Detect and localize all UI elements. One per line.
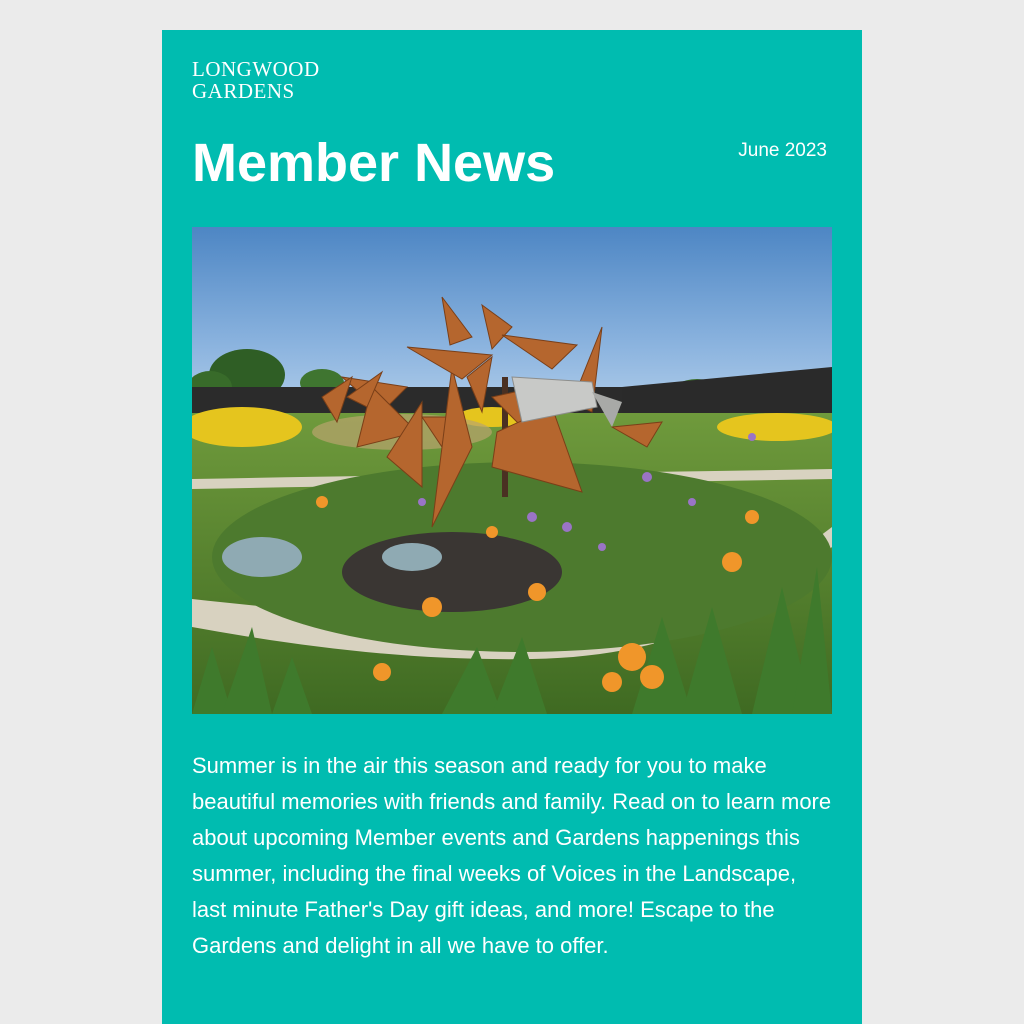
hero-image[interactable] bbox=[192, 227, 832, 714]
longwood-gardens-logo[interactable] bbox=[192, 58, 320, 102]
intro-text: Summer is in the air this season and ready for you to make beautiful memories with friends and family. Read on to learn more about upcoming Member events and Gardens happenings this summer, including the final weeks of Voices in the Landscape, last minute Father's Day gift ideas, and more! Escape to the Gardens and delight in all we have to offer. bbox=[192, 753, 832, 958]
issue-date: June 2023 bbox=[738, 140, 827, 161]
page-title: Member News bbox=[192, 133, 556, 193]
newsletter-card bbox=[162, 30, 862, 1024]
logo-line-2: GARDENS bbox=[192, 79, 295, 103]
logo-line-1: LONGWOOD bbox=[192, 57, 320, 81]
